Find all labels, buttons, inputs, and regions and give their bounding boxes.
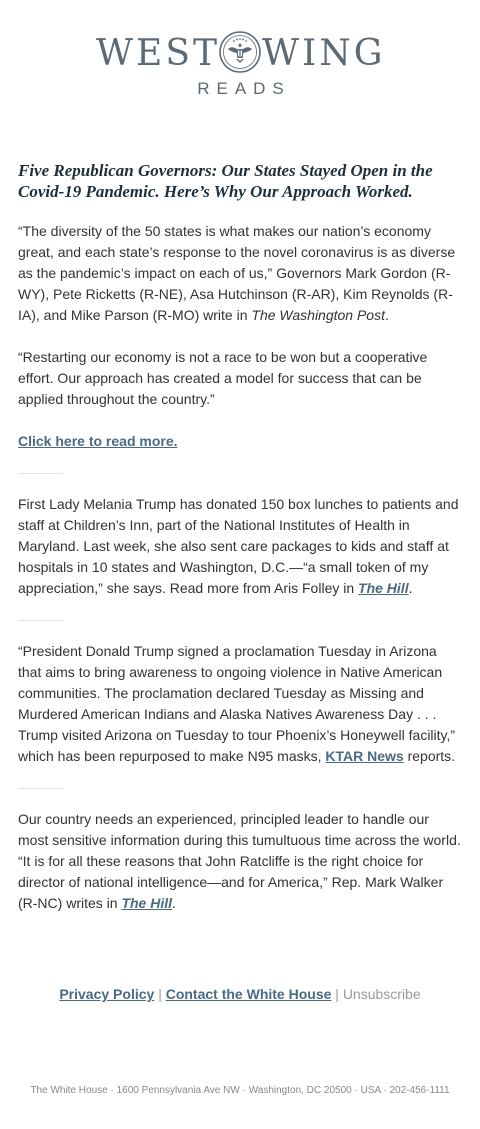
read-more-paragraph [18, 431, 462, 452]
news-item-proclamation [18, 641, 462, 767]
article-paragraph-1 [18, 221, 462, 326]
masthead-word-west: WEST [96, 33, 220, 74]
newsletter-body [18, 160, 462, 935]
paragraph-end: . [408, 580, 413, 596]
masthead-word-wing: WING [262, 33, 386, 74]
paragraph-end: reports. [403, 748, 456, 764]
news-item-text: “President Donald Trump signed a proclamation Tuesday in Arizona that aims to bring awareness to ongoing violence in Native American communities. The proclamation declared Tuesday as Missing and Murdered American Indians and Alaska Natives Awareness Day . . . Trump visited Arizona on Tuesday to tour Phoenix’s Honeywell facility,” which has been repurposed to make N95 masks, [18, 643, 456, 764]
the-hill-link[interactable]: The Hill [121, 895, 173, 911]
publication-name: The Washington Post [251, 307, 385, 323]
masthead-subtitle: READS [197, 79, 291, 98]
news-item-text: First Lady Melania Trump has donated 150 box lunches to patients and staff at Children’s Inn, part of the National Institutes of Health in Maryland. Last week, she also sent care packages to kids and staff at hospitals in 10 states and Washington, D.C.—“a small token of my appreciation,” she says. Read more from Aris Folley in [18, 496, 459, 596]
presidential-seal-icon [219, 30, 261, 74]
article-paragraph-2: “Restarting our economy is not a race to be won but a cooperative effort. Our approach has created a model for success that can be applied throughout the country.” [18, 349, 428, 407]
footer-separator: | [335, 986, 339, 1002]
footer-separator: | [158, 986, 162, 1002]
paragraph-end: . [172, 895, 176, 911]
article-headline: Five Republican Governors: Our States Stayed Open in the Covid-19 Pandemic. Here’s Why Our Approach Worked. [18, 161, 433, 201]
read-more-link[interactable]: Click here to read more. [18, 433, 178, 449]
paragraph-end: . [385, 307, 389, 323]
footer-address: The White House · 1600 Pennsylvania Ave NW · Washington, DC 20500 · USA · 202-456-1111 [30, 1085, 450, 1096]
news-item-melania [18, 494, 462, 599]
privacy-policy-link[interactable]: Privacy Policy [59, 986, 155, 1002]
section-divider [18, 788, 63, 789]
ktar-news-link[interactable]: KTAR News [325, 748, 404, 764]
unsubscribe-link[interactable]: Unsubscribe [342, 986, 421, 1002]
contact-white-house-link[interactable]: Contact the White House [165, 986, 332, 1002]
news-item-ratcliffe [18, 809, 462, 914]
the-hill-link[interactable]: The Hill [358, 580, 409, 596]
section-divider [18, 620, 63, 621]
section-divider [18, 473, 63, 474]
article-paragraph-1-text: “The diversity of the 50 states is what makes our nation’s economy great, and each state’s response to the novel coronavirus is as diverse as the pandemic’s impact on each of us,” Governors Mark Gordon (R-WY), Pete Ricketts (R-NE), Asa Hutchinson (R-AR), Kim Reynolds (R-IA), and Mike Parson (R-MO) write in [18, 223, 456, 323]
news-item-text: Our country needs an experienced, principled leader to handle our most sensitive information during this tumultuous time across the world. “It is for all these reasons that John Ratcliffe is the right choice for director of national intelligence—and for America,” Rep. Mark Walker (R-NC) writes in [18, 811, 461, 911]
masthead [0, 0, 480, 130]
footer-links [0, 984, 480, 1005]
